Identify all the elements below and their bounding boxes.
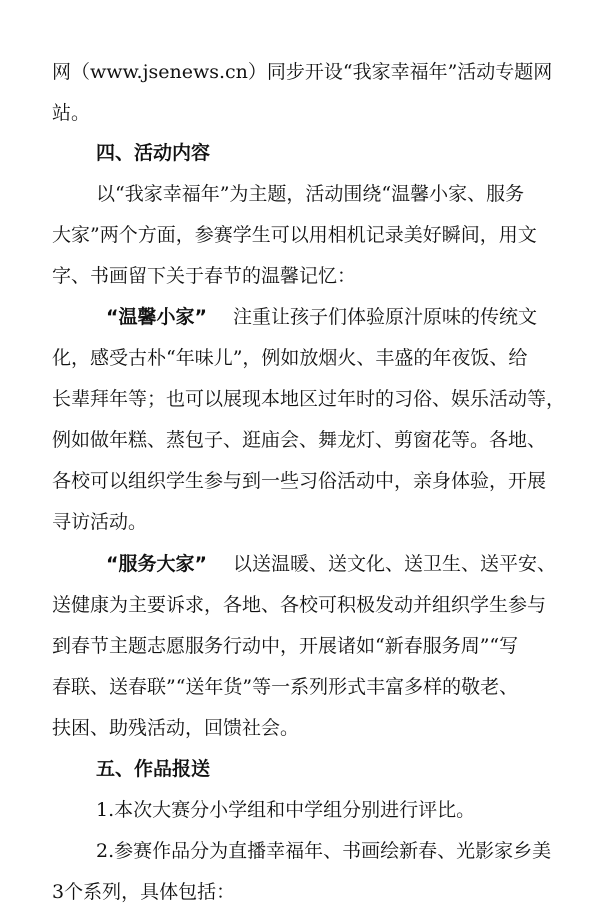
paragraph-start — [106, 550, 556, 578]
text-line: 以送温暖、送文化、送卫生、送平安、 — [232, 553, 556, 575]
text-line: 以“我家幸福年”为主题，活动围绕“温馨小家、服务 — [96, 183, 525, 205]
text-line: 春联、送春联”“送年货”等一系列形式丰富多样的敬老、 — [52, 676, 519, 698]
text-line: 注重让孩子们体验原汁原味的传统文 — [232, 306, 537, 328]
text-line: 字、书画留下关于春节的温馨记忆： — [52, 265, 357, 287]
text-line: 送健康为主要诉求，各地、各校可积极发动并组织学生参与 — [52, 594, 547, 616]
text-line: 站。 — [52, 102, 91, 124]
paragraph-start — [106, 303, 537, 331]
text-line: 到春节主题志愿服务行动中，开展诸如“新春服务周”“写 — [52, 635, 519, 657]
text-line: 各校可以组织学生参与到一些习俗活动中，亲身体验，开展 — [52, 470, 547, 492]
text-line: 化，感受古朴“年味儿”，例如放烟火、丰盛的年夜饭、给 — [52, 347, 528, 369]
text-line: 3个系列，具体包括： — [52, 881, 236, 903]
section-heading: 四、活动内容 — [96, 142, 211, 164]
text-line: 长辈拜年等；也可以展现本地区过年时的习俗、娱乐活动等， — [52, 388, 566, 410]
text-line: 2.参赛作品分为直播幸福年、书画绘新春、光影家乡美 — [96, 840, 552, 862]
text-line: 扶困、助残活动，回馈社会。 — [52, 717, 300, 739]
text-line: 网（www.jsenews.cn）同步开设“我家幸福年”活动专题网 — [52, 61, 553, 83]
text-line: 大家”两个方面，参赛学生可以用相机记录美好瞬间，用文 — [52, 224, 537, 246]
text-line: 1.本次大赛分小学组和中学组分别进行评比。 — [96, 799, 476, 821]
term-warm-home: “温馨小家” — [106, 306, 207, 328]
text-line: 例如做年糕、蒸包子、逛庙会、舞龙灯、剪窗花等。各地、 — [52, 429, 547, 451]
text-line: 寻访活动。 — [52, 511, 148, 533]
term-serve-all: “服务大家” — [106, 553, 207, 575]
section-heading: 五、作品报送 — [96, 758, 211, 780]
